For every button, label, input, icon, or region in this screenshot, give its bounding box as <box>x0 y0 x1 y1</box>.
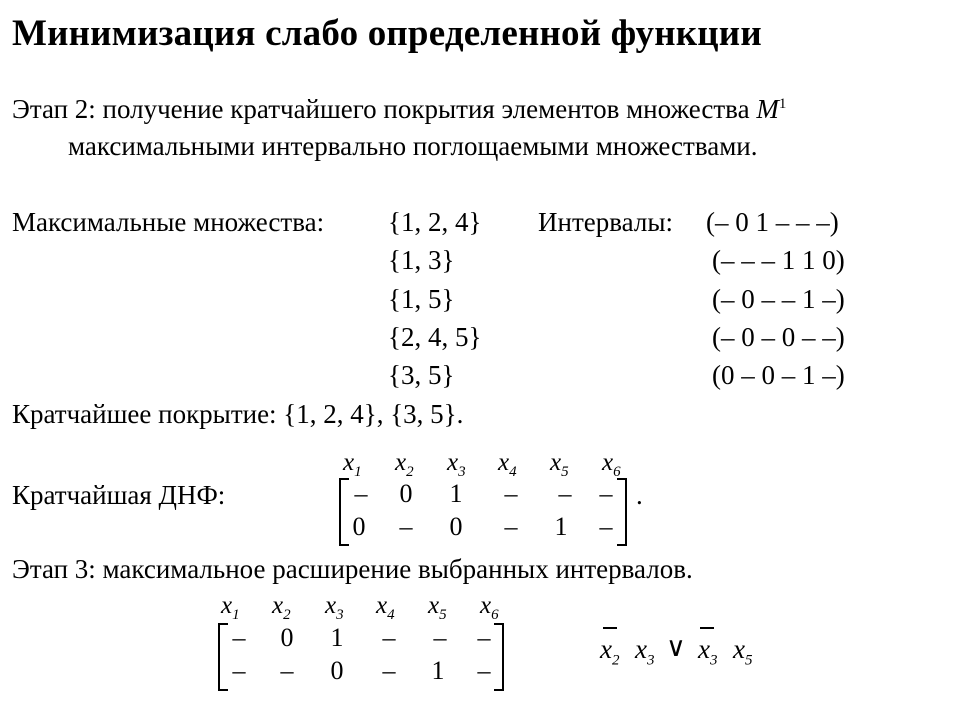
negation-bar-x3 <box>700 627 714 629</box>
s3-cell: 1 <box>431 656 445 685</box>
shortest-cover: Кратчайшее покрытие: {1, 2, 4}, {3, 5}. <box>12 399 464 429</box>
s3-cell: – <box>382 656 396 685</box>
interval-4: (– 0 – 0 – –) <box>712 322 845 352</box>
dnf-cell: 0 <box>352 512 366 541</box>
set-2: {1, 3} <box>388 245 455 275</box>
set-3: {1, 5} <box>388 284 455 314</box>
dnf-header-x3: $x_3$ <box>447 449 466 480</box>
or-operator: ∨ <box>666 632 686 662</box>
s3-header-x6: $x_6$ <box>480 592 499 623</box>
dnf-period: . <box>636 480 643 510</box>
interval-1: (– 0 1 – – –) <box>706 207 839 237</box>
dnf-cell: 0 <box>449 512 463 541</box>
s3-cell: – <box>477 656 491 685</box>
s3-cell: – <box>232 656 246 685</box>
dnf-cell: 0 <box>399 479 413 508</box>
max-sets-label: Максимальные множества: <box>12 207 325 237</box>
dnf-header-x2: $x_2$ <box>395 449 414 480</box>
set-4: {2, 4, 5} <box>388 322 482 352</box>
s3-header-x5: $x_5$ <box>428 592 447 623</box>
s3-cell: 0 <box>330 656 344 685</box>
set-symbol-sup: 1 <box>778 96 787 112</box>
formula-term-x3b: $x_3$ <box>698 634 718 669</box>
stage3-text: Этап 3: максимальное расширение выбранных интервалов. <box>12 554 693 584</box>
s3-cell: 0 <box>280 623 294 652</box>
set-5: {3, 5} <box>388 360 455 390</box>
s3-cell: – <box>232 623 246 652</box>
s3-header-x3: $x_3$ <box>325 592 344 623</box>
dnf-header-x6: $x_6$ <box>602 449 621 480</box>
stage2-line2: максимальными интервально поглощаемыми множествами. <box>68 131 758 161</box>
set-1: {1, 2, 4} <box>388 207 482 237</box>
dnf-cell: – <box>354 479 368 508</box>
s3-cell: – <box>477 623 491 652</box>
negation-bar-x2 <box>603 627 617 629</box>
set-symbol: M <box>756 94 779 124</box>
dnf-cell: – <box>504 512 518 541</box>
dnf-cell: – <box>558 479 572 508</box>
dnf-cell: – <box>599 479 613 508</box>
formula-term-x5: $x_5$ <box>733 634 753 669</box>
s3-header-x2: $x_2$ <box>272 592 291 623</box>
dnf-cell: 1 <box>554 512 568 541</box>
dnf-header-x4: $x_4$ <box>498 449 517 480</box>
stage2-line1 <box>12 94 786 125</box>
shortest-dnf-label: Кратчайшая ДНФ: <box>12 480 226 510</box>
s3-cell: – <box>280 656 294 685</box>
page-title: Минимизация слабо определенной функции <box>12 13 762 54</box>
dnf-cell: – <box>504 479 518 508</box>
dnf-cell: 1 <box>449 479 463 508</box>
intervals-label: Интервалы: <box>538 207 673 237</box>
stage2-line1-text: Этап 2: получение кратчайшего покрытия элементов множества <box>12 94 757 124</box>
formula-term-x3a: $x_3$ <box>635 634 655 669</box>
interval-5: (0 – 0 – 1 –) <box>712 360 845 390</box>
formula-term-x2: $x_2$ <box>600 634 620 669</box>
s3-header-x4: $x_4$ <box>376 592 395 623</box>
s3-cell: – <box>433 623 447 652</box>
interval-3: (– 0 – – 1 –) <box>712 284 845 314</box>
interval-2: (– – – 1 1 0) <box>712 245 845 275</box>
dnf-header-x5: $x_5$ <box>550 449 569 480</box>
s3-cell: – <box>382 623 396 652</box>
s3-header-x1: $x_1$ <box>221 592 240 623</box>
s3-cell: 1 <box>330 623 344 652</box>
dnf-cell: – <box>399 512 413 541</box>
dnf-header-x1: $x_1$ <box>343 449 362 480</box>
dnf-cell: – <box>599 512 613 541</box>
